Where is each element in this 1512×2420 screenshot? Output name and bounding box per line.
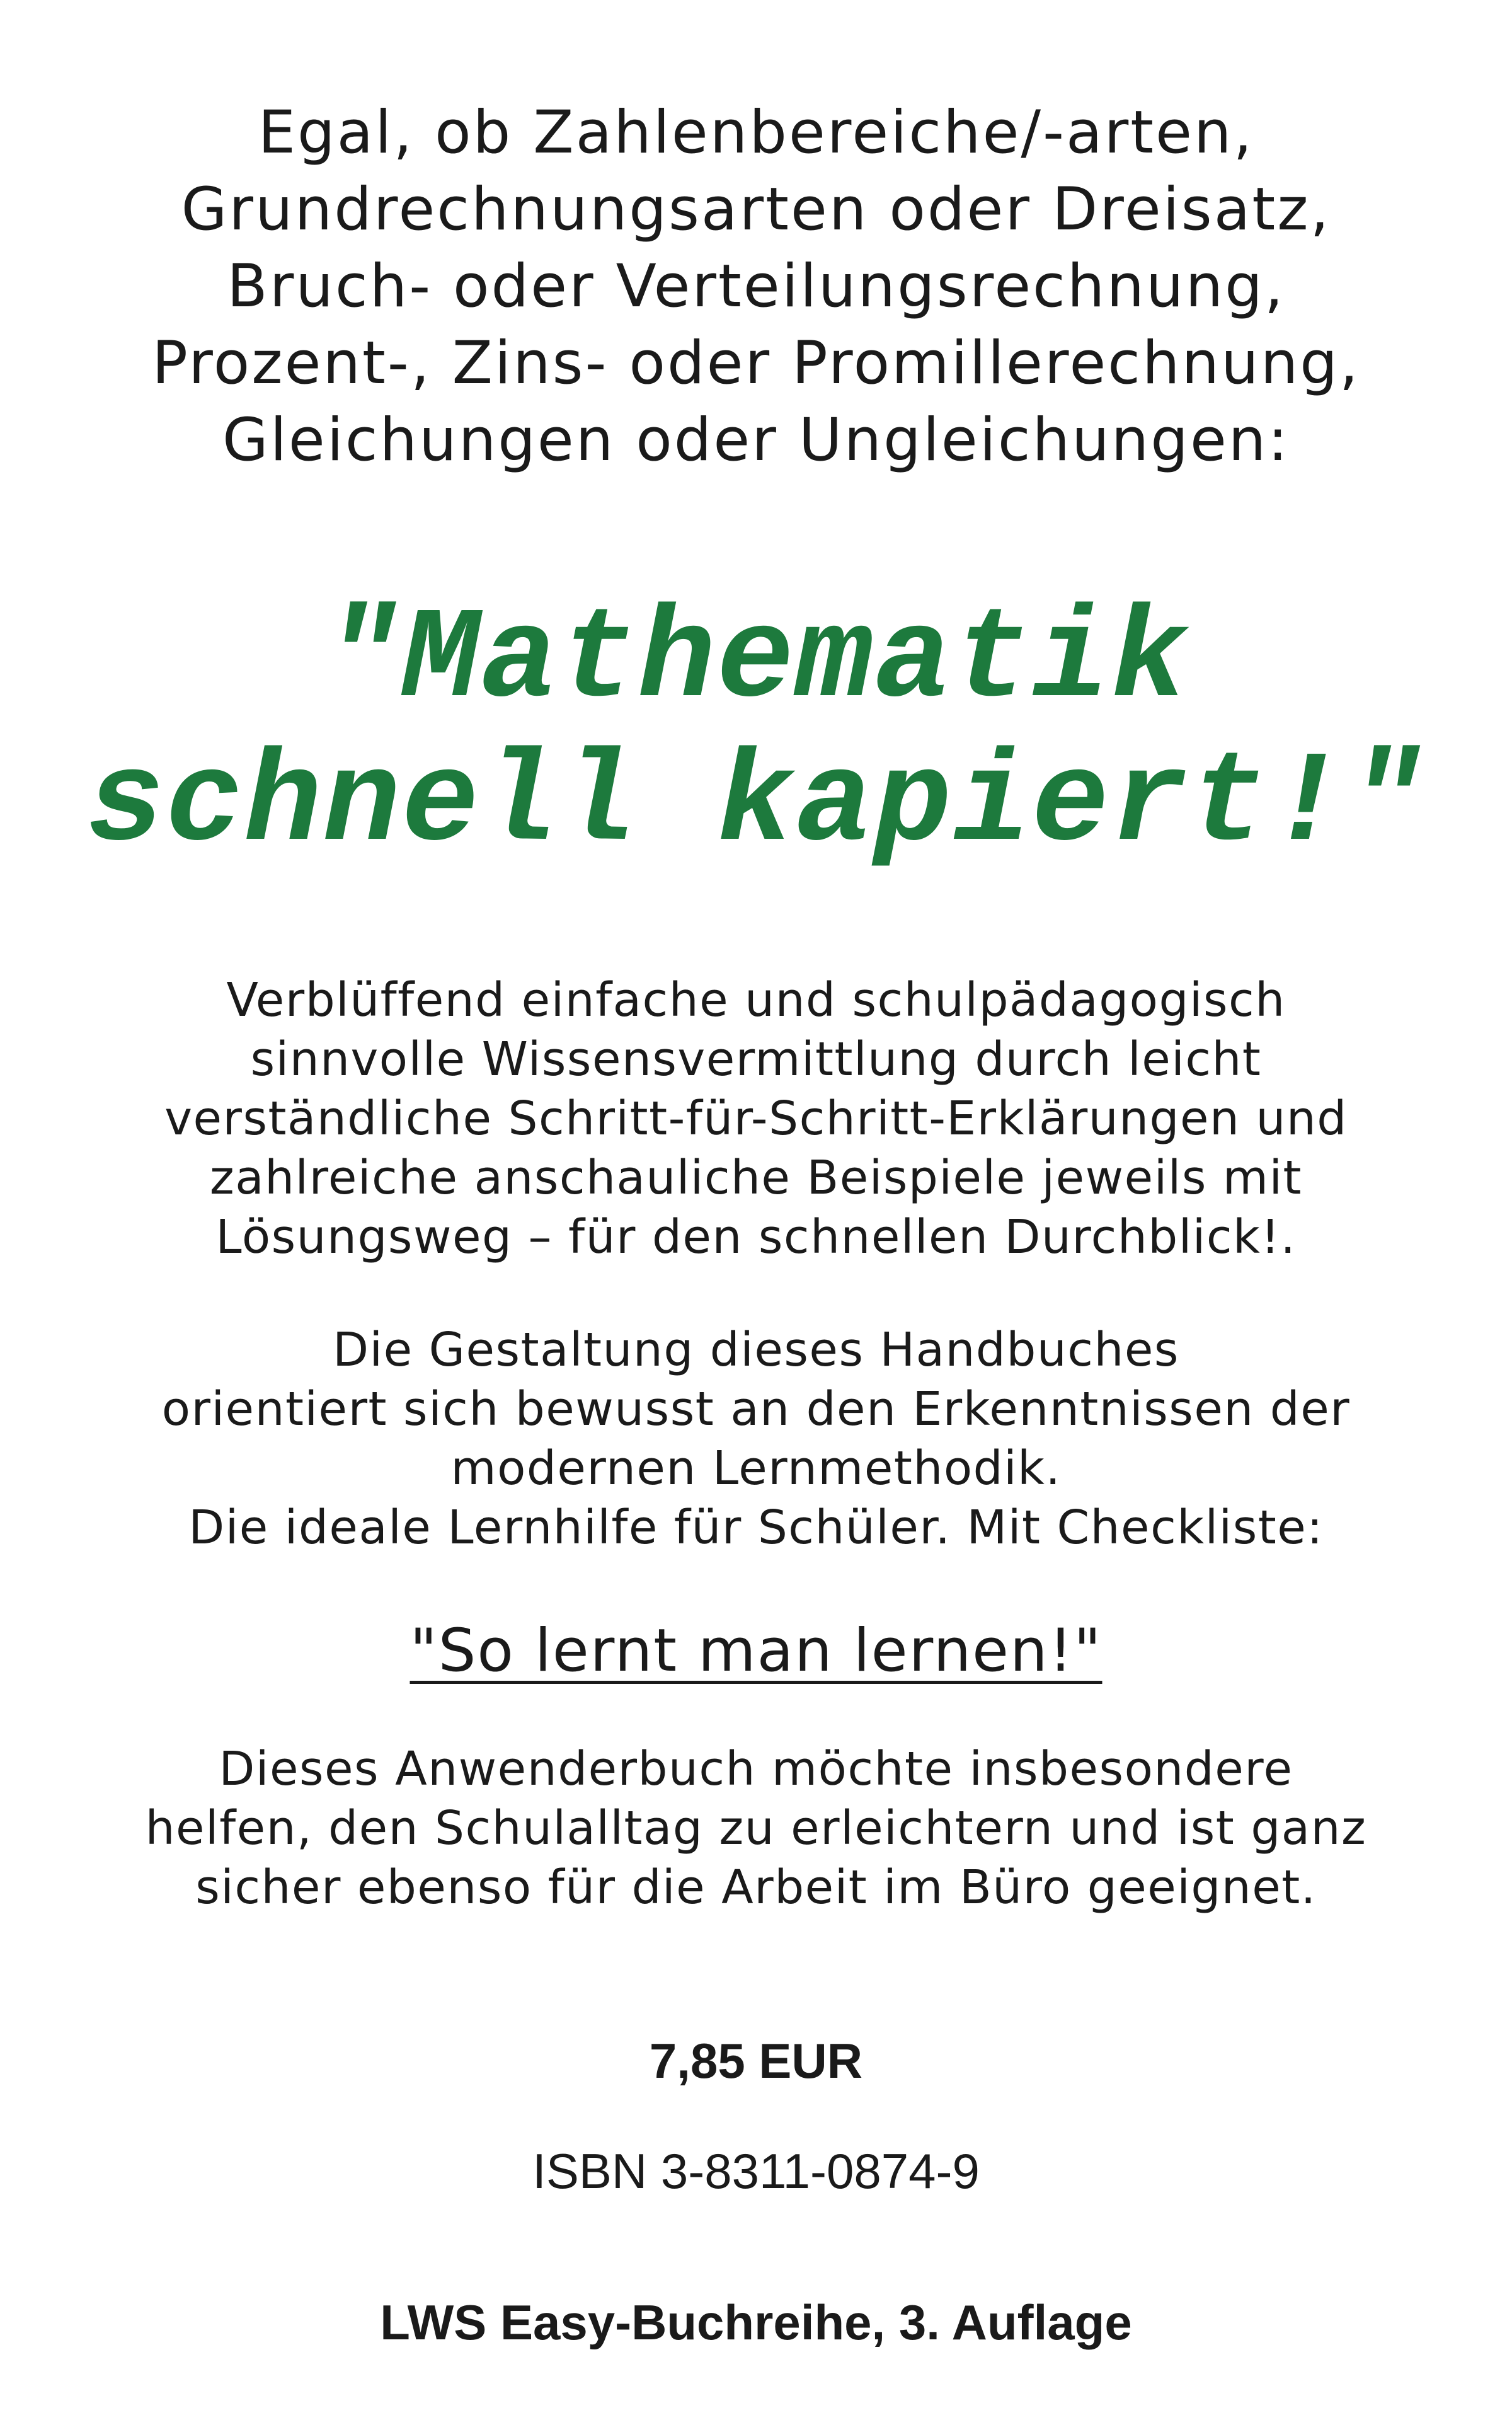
- book-title-line: "Mathematik: [323, 587, 1189, 734]
- isbn: ISBN 3-8311-0874-9: [532, 2143, 980, 2199]
- description-line: Verblüffend einfache und schulpädagogisch: [226, 973, 1286, 1027]
- design-line: Die Gestaltung dieses Handbuches: [333, 1323, 1179, 1377]
- slogan: [0, 1613, 1512, 1689]
- description-paragraph: [0, 971, 1512, 1267]
- design-line: modernen Lernmethodik.: [450, 1441, 1062, 1495]
- description-line: zahlreiche anschauliche Beispiele jeweils mit: [209, 1151, 1303, 1205]
- intro-line: Egal, ob Zahlenbereiche/-arten,: [258, 98, 1254, 167]
- intro-line: Grundrechnungsarten oder Dreisatz,: [181, 175, 1331, 244]
- description-line: verständliche Schritt-für-Schritt-Erklärungen und: [164, 1092, 1348, 1146]
- intro-topics: [0, 95, 1512, 479]
- description-line: Lösungsweg – für den schnellen Durchblick!.: [215, 1210, 1297, 1264]
- design-paragraph: [0, 1320, 1512, 1557]
- purpose-paragraph: [0, 1739, 1512, 1917]
- slogan-text: "So lernt man lernen!": [410, 1616, 1102, 1685]
- design-line: orientiert sich bewusst an den Erkenntnissen der: [161, 1382, 1351, 1436]
- price: 7,85 EUR: [649, 2033, 863, 2089]
- purpose-line: helfen, den Schulalltag zu erleichtern und ist ganz: [145, 1801, 1367, 1855]
- intro-line: Gleichungen oder Ungleichungen:: [222, 406, 1290, 475]
- description-line: sinnvolle Wissensvermittlung durch leicht: [250, 1032, 1262, 1086]
- design-line: Die ideale Lernhilfe für Schüler. Mit Checkliste:: [188, 1501, 1324, 1555]
- intro-line: Bruch- oder Verteilungsrechnung,: [227, 252, 1285, 321]
- intro-line: Prozent-, Zins- oder Promillerechnung,: [152, 329, 1360, 398]
- series-edition: LWS Easy-Buchreihe, 3. Auflage: [380, 2295, 1132, 2350]
- book-title-line: schnell kapiert!": [86, 731, 1426, 878]
- book-title: [0, 589, 1512, 877]
- purpose-line: Dieses Anwenderbuch möchte insbesondere: [219, 1742, 1293, 1796]
- purpose-line: sicher ebenso für die Arbeit im Büro geeignet.: [195, 1860, 1317, 1915]
